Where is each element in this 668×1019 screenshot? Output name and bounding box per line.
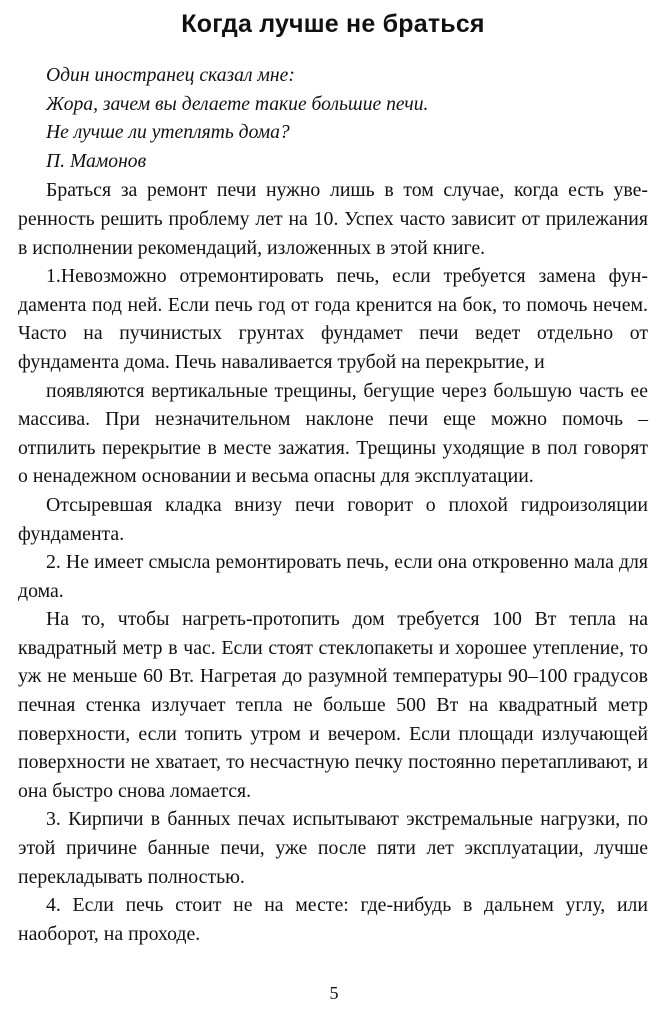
paragraph: 3. Кирпичи в банных печах испытывают экстремальные нагрузки, по этой причине банные печи, уже после пяти лет эксплуатации, лучше перекладывать полностью. [18, 808, 648, 888]
paragraph: Браться за ремонт печи нужно лишь в том случае, когда есть уверенность решить проблему лет на 10. Успех часто зависит от прилeжания в исполнении рекомендаций, изложенных в этой книге. [18, 179, 648, 259]
epigraph-line: Один иностранец сказал мне: [46, 65, 295, 86]
paragraph: 4. Если печь стоит не на месте: где-нибудь в дальнем углу, или наоборот, на проходе. [18, 894, 648, 945]
paragraph: появляются вертикальные трещины, бегущие через большую часть ее массива. При незначительном наклоне печи еще можно помочь – отпилить перекрытие в месте зажатия. Трещины уходящие в пол говорят о ненадежном основании и весьма опасны для эксплуатации. [18, 379, 648, 488]
epigraph [46, 62, 648, 176]
epigraph-line: Жора, зачем вы делаете такие большие печи. [46, 93, 429, 115]
epigraph-line: Не лучше ли утеплять дома? [46, 122, 290, 144]
page-number: 5 [329, 983, 339, 1003]
chapter-title: Когда лучше не браться [181, 10, 485, 38]
paragraph: На то, чтобы нагреть-протопить дом требуется 100 Вт тепла на квадратный метр в час. Если стоят стеклопакеты и хорошее утепление, то уж не меньше 60 Вт. Нагретая до разумной температуры 90–100 градусов печная стенка излучает тепла не больше 500 Вт на квадратный метр поверхности, если топить утром и вечером. Если площади излучающей поверхности не хватает, то несчастную печку постоянно перетапливают, и она быстро снова ломается. [18, 608, 648, 802]
body-text [18, 176, 648, 948]
paragraph: 1.Невозможно отремонтировать печь, если требуется замена фундамента под ней. Если печь год от года кренится на бок, то помочь нечем. Часто на пучинистых грунтах фундамет печи ведет отдельно от фундамента дома. Печь наваливается трубой на перекрытие, и [18, 265, 648, 373]
paragraph: 2. Не имеет смысла ремонтировать печь, если она откровенно мала для дома. [18, 551, 648, 602]
paragraph: Отсыревшая кладка внизу печи говорит о плохой гидроизоляции фундамента. [18, 493, 648, 545]
epigraph-author: П. Мамонов [46, 150, 147, 172]
page [18, 0, 648, 948]
